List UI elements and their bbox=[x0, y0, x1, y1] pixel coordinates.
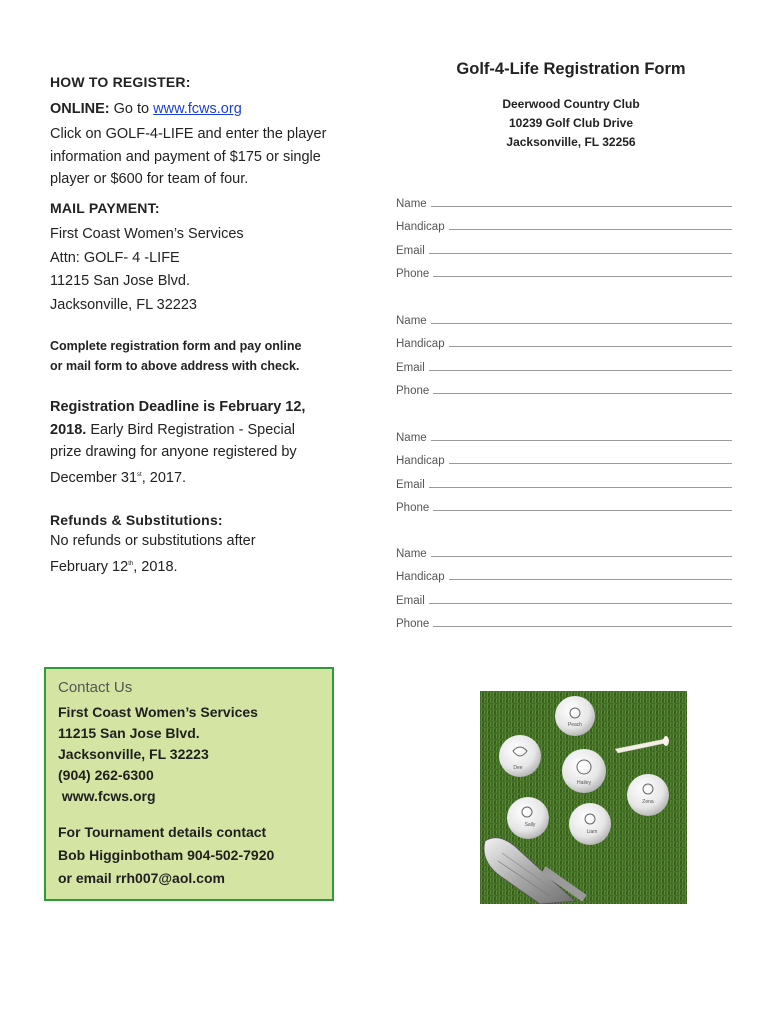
field-label: Phone bbox=[396, 502, 430, 514]
svg-text:Hailey: Hailey bbox=[577, 780, 591, 786]
refund-suffix: th bbox=[128, 560, 134, 567]
field-label: Name bbox=[396, 197, 427, 210]
fill-line[interactable] bbox=[449, 579, 732, 580]
field-label: Name bbox=[396, 314, 427, 327]
phone-field[interactable] bbox=[396, 374, 736, 398]
deadline-line-1: Registration Deadline is February 12, bbox=[50, 399, 306, 415]
field-label: Handicap bbox=[396, 455, 445, 467]
refunds-heading: Refunds & Substitutions: bbox=[50, 512, 223, 528]
contact-phone: (904) 262-6300 bbox=[58, 767, 154, 783]
tee-head bbox=[663, 736, 669, 746]
player-block-3 bbox=[396, 420, 736, 514]
handicap-field[interactable] bbox=[396, 210, 736, 234]
name-field[interactable] bbox=[396, 303, 736, 327]
fill-line[interactable] bbox=[429, 370, 732, 371]
field-label: Name bbox=[396, 431, 427, 444]
fill-line[interactable] bbox=[449, 346, 732, 347]
svg-text:Zena: Zena bbox=[642, 799, 654, 805]
player-block-1 bbox=[396, 186, 736, 280]
name-field[interactable] bbox=[396, 420, 736, 444]
name-field[interactable] bbox=[396, 536, 736, 560]
online-text-2: information and payment of $175 or single bbox=[50, 148, 321, 165]
golf-ball bbox=[627, 774, 669, 816]
online-text-3: player or $600 for team of four. bbox=[50, 171, 249, 187]
refunds-line-2 bbox=[50, 553, 256, 578]
mail-line: First Coast Women’s Services bbox=[50, 226, 244, 242]
club-name: Deerwood Country Club bbox=[502, 97, 640, 111]
contact-address bbox=[58, 702, 320, 807]
mail-line: Attn: GOLF- 4 -LIFE bbox=[50, 249, 180, 266]
club-street: 10239 Golf Club Drive bbox=[508, 116, 634, 130]
email-field[interactable] bbox=[396, 467, 736, 491]
field-label: Email bbox=[396, 244, 425, 257]
club-city: Jacksonville, FL 32256 bbox=[506, 135, 636, 149]
deadline-line-2 bbox=[50, 419, 305, 442]
refund-year: , 2018. bbox=[133, 558, 178, 575]
field-label: Phone bbox=[396, 618, 430, 630]
deadline-year-text: , 2017. bbox=[141, 469, 187, 486]
details-line: Bob Higginbotham 904-502-7920 bbox=[58, 847, 275, 863]
fill-line[interactable] bbox=[431, 440, 732, 441]
phone-field[interactable] bbox=[396, 257, 736, 281]
online-instructions bbox=[50, 123, 326, 191]
fill-line[interactable] bbox=[429, 487, 732, 488]
field-label: Email bbox=[396, 594, 425, 607]
field-label: Email bbox=[396, 478, 425, 491]
deadline-line-4 bbox=[50, 464, 305, 489]
player-block-2 bbox=[396, 303, 736, 397]
field-label: Handicap bbox=[396, 571, 445, 583]
field-label: Phone bbox=[396, 385, 430, 397]
email-field[interactable] bbox=[396, 350, 736, 374]
golf-ball bbox=[555, 696, 595, 736]
fill-line[interactable] bbox=[431, 323, 732, 324]
club-address bbox=[406, 95, 736, 152]
contact-line: First Coast Women’s Services bbox=[58, 704, 258, 720]
online-label: ONLINE: bbox=[50, 101, 110, 117]
contact-box bbox=[44, 667, 334, 901]
fill-line[interactable] bbox=[449, 463, 732, 464]
svg-text:Sally: Sally bbox=[524, 822, 536, 828]
fill-line[interactable] bbox=[429, 603, 732, 604]
fill-line[interactable] bbox=[433, 276, 732, 277]
email-field[interactable] bbox=[396, 583, 736, 607]
golf-ball bbox=[569, 803, 611, 845]
field-label: Handicap bbox=[396, 221, 445, 233]
contact-title: Contact Us bbox=[58, 679, 133, 696]
golf-balls-illustration bbox=[480, 691, 687, 904]
complete-line-2: or mail form to above address with check. bbox=[50, 359, 300, 373]
complete-line-1: Complete registration form and pay online bbox=[50, 339, 302, 353]
name-field[interactable] bbox=[396, 186, 736, 210]
fill-line[interactable] bbox=[431, 556, 732, 557]
handicap-field[interactable] bbox=[396, 327, 736, 351]
fill-line[interactable] bbox=[433, 626, 732, 627]
fill-line[interactable] bbox=[449, 229, 732, 230]
early-bird-text: Early Bird Registration - Special bbox=[86, 421, 296, 438]
svg-text:Liam: Liam bbox=[586, 829, 598, 835]
complete-note bbox=[50, 336, 301, 376]
refunds-line-1: No refunds or substitutions after bbox=[50, 533, 256, 549]
phone-field[interactable] bbox=[396, 491, 736, 515]
field-label: Email bbox=[396, 361, 425, 374]
field-label: Handicap bbox=[396, 338, 445, 350]
fcws-link[interactable]: www.fcws.org bbox=[153, 101, 242, 117]
refunds-text bbox=[50, 530, 256, 578]
fill-line[interactable] bbox=[429, 253, 732, 254]
handicap-field[interactable] bbox=[396, 444, 736, 468]
deadline-note bbox=[50, 396, 305, 489]
mail-line: Jacksonville, FL 32223 bbox=[50, 296, 197, 313]
deadline-year: 2018. bbox=[50, 421, 87, 438]
deadline-date: December 31 bbox=[50, 469, 138, 486]
golf-ball bbox=[507, 797, 549, 839]
online-line bbox=[50, 98, 242, 121]
golf-balls-photo bbox=[480, 691, 687, 904]
details-line: For Tournament details contact bbox=[58, 824, 267, 840]
refund-date: February 12 bbox=[50, 558, 129, 575]
field-label: Phone bbox=[396, 268, 430, 280]
form-title: Golf-4-Life Registration Form bbox=[456, 60, 686, 78]
player-block-4 bbox=[396, 536, 736, 630]
deadline-line-3: prize drawing for anyone registered by bbox=[50, 444, 297, 460]
deadline-suffix: st bbox=[137, 471, 142, 478]
golf-ball bbox=[562, 749, 606, 793]
registration-form bbox=[396, 60, 736, 630]
email-field[interactable] bbox=[396, 233, 736, 257]
svg-text:Peach: Peach bbox=[567, 722, 583, 728]
mail-line: 11215 San Jose Blvd. bbox=[50, 273, 190, 289]
fill-line[interactable] bbox=[433, 393, 732, 394]
golf-ball bbox=[499, 735, 541, 777]
online-text-1: Click on GOLF-4-LIFE and enter the player bbox=[50, 126, 327, 142]
how-to-register-heading: HOW TO REGISTER: bbox=[50, 74, 191, 90]
details-line: or email rrh007@aol.com bbox=[58, 870, 225, 886]
tournament-contact bbox=[58, 821, 320, 890]
phone-field[interactable] bbox=[396, 607, 736, 631]
mail-payment-heading: MAIL PAYMENT: bbox=[50, 200, 160, 216]
contact-website: www.fcws.org bbox=[58, 788, 156, 804]
fill-line[interactable] bbox=[431, 206, 732, 207]
contact-line: Jacksonville, FL 32223 bbox=[58, 746, 209, 762]
field-label: Name bbox=[396, 547, 427, 560]
mail-address bbox=[50, 223, 244, 317]
online-goto: Go to bbox=[113, 101, 150, 117]
handicap-field[interactable] bbox=[396, 560, 736, 584]
contact-line: 11215 San Jose Blvd. bbox=[58, 725, 200, 741]
fill-line[interactable] bbox=[433, 510, 732, 511]
svg-text:Dee: Dee bbox=[513, 765, 523, 771]
